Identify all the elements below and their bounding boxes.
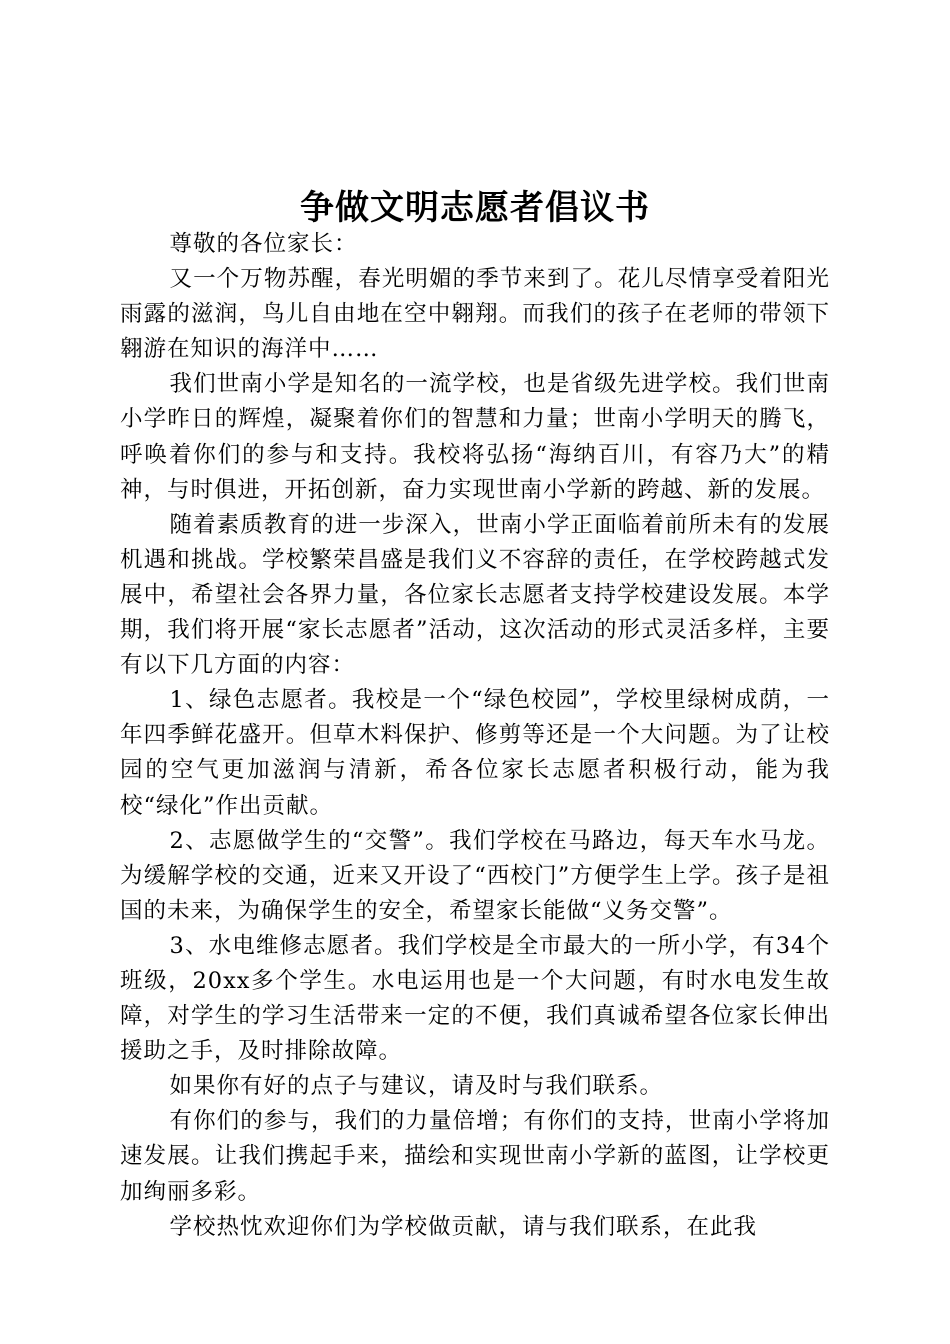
paragraph-intro: 又一个万物苏醒，春光明媚的季节来到了。花儿尽情享受着阳光雨露的滋润，鸟儿自由地在空中翱翔。而我们的孩子在老师的带领下翱游在知识的海洋中…… xyxy=(120,266,830,363)
document-title: 争做文明志愿者倡议书 xyxy=(300,188,650,228)
paragraph-welcome: 学校热忱欢迎你们为学校做贡献，请与我们联系，在此我 xyxy=(169,1213,758,1240)
paragraph-item-maintenance: 3、水电维修志愿者。我们学校是全市最大的一所小学，有34个班级，20xx多个学生。水电运用也是一个大问题，有时水电发生故障，对学生的学习生活带来一定的不便，我们真诚希望各位家长伸出援助之手，及时排除故障。 xyxy=(120,932,830,1065)
document-body xyxy=(120,227,830,1245)
paragraph-contact: 如果你有好的点子与建议，请及时与我们联系。 xyxy=(169,1073,664,1100)
paragraph-opportunity: 随着素质教育的进一步深入，世南小学正面临着前所未有的发展机遇和挑战。学校繁荣昌盛是我们义不容辞的责任，在学校跨越式发展中，希望社会各界力量，各位家长志愿者支持学校建设发展。本学期，我们将开展“家长志愿者”活动，这次活动的形式灵活多样，主要有以下几方面的内容： xyxy=(120,511,830,679)
paragraph-together: 有你们的参与，我们的力量倍增；有你们的支持，世南小学将加速发展。让我们携起手来，描绘和实现世南小学新的蓝图，让学校更加绚丽多彩。 xyxy=(120,1108,830,1205)
paragraph-item-traffic: 2、志愿做学生的“交警”。我们学校在马路边，每天车水马龙。为缓解学校的交通，近来又开设了“西校门”方便学生上学。孩子是祖国的未来，为确保学生的安全，希望家长能做“义务交警”。 xyxy=(120,827,830,924)
paragraph-school: 我们世南小学是知名的一流学校，也是省级先进学校。我们世南小学昨日的辉煌，凝聚着你们的智慧和力量；世南小学明天的腾飞，呼唤着你们的参与和支持。我校将弘扬“海纳百川，有容乃大”的精神，与时俱进，开拓创新，奋力实现世南小学新的跨越、新的发展。 xyxy=(120,371,830,503)
paragraph-item-green: 1、绿色志愿者。我校是一个“绿色校园”，学校里绿树成荫，一年四季鲜花盛开。但草木料保护、修剪等还是一个大问题。为了让校园的空气更加滋润与清新，希各位家长志愿者积极行动，能为我校“绿化”作出贡献。 xyxy=(120,687,830,819)
salutation: 尊敬的各位家长： xyxy=(169,231,358,257)
